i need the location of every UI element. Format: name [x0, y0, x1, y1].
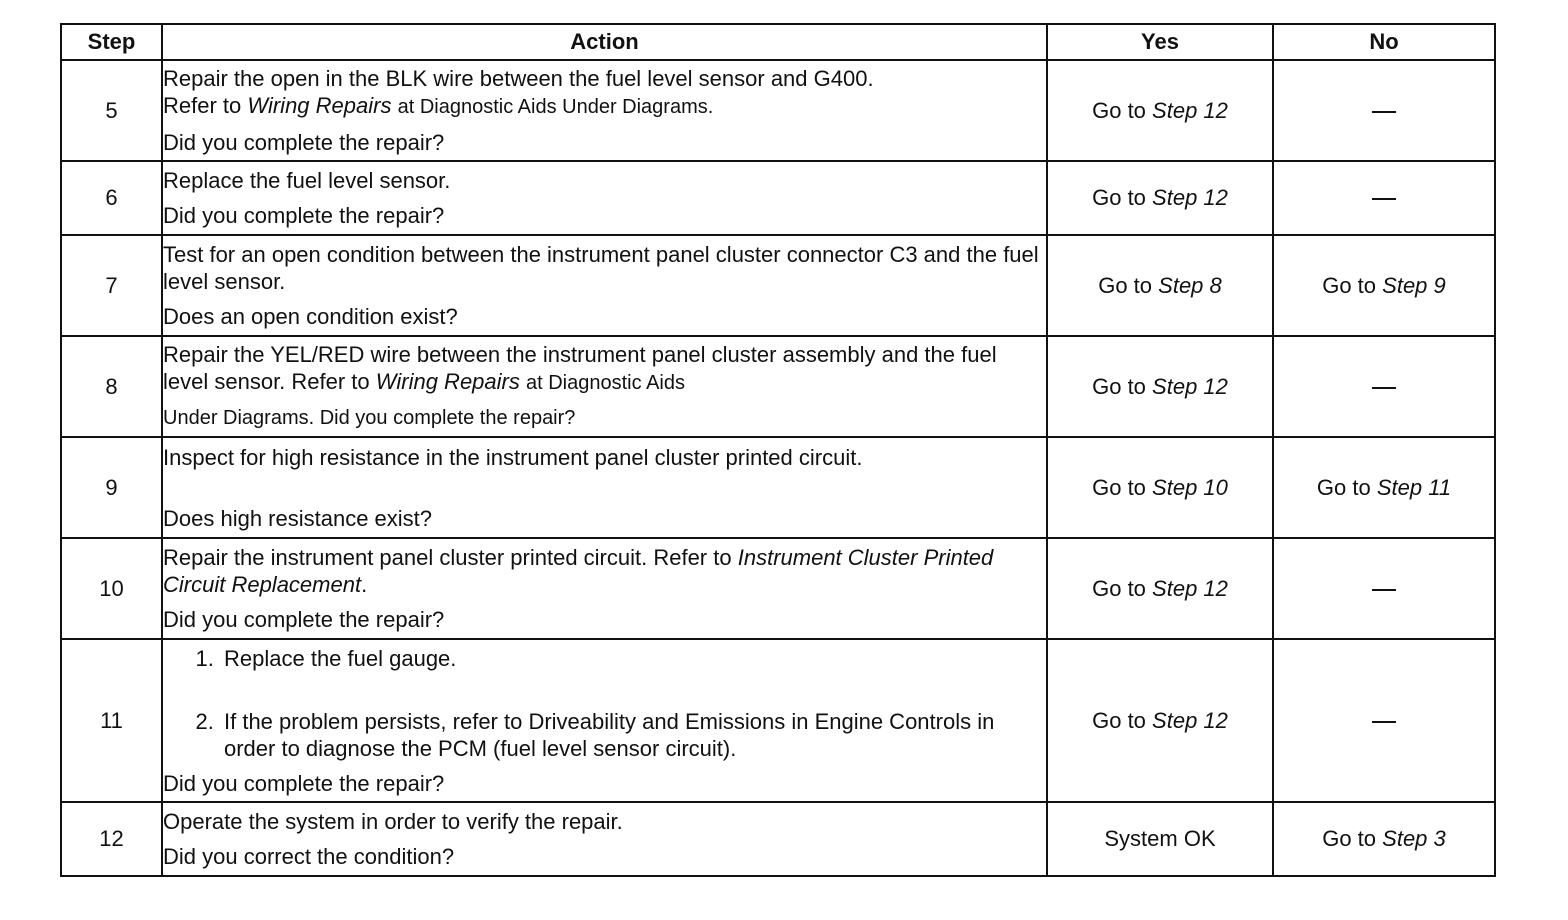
yes-cell: Go to Step 12 — [1047, 336, 1273, 437]
no-step-ref: Step 3 — [1382, 826, 1446, 851]
no-cell: Go to Step 9 — [1273, 235, 1495, 336]
question-text: Did you complete the repair? — [163, 203, 445, 228]
dash-icon — [1372, 589, 1396, 591]
table-row — [61, 60, 1495, 161]
no-cell — [1273, 538, 1495, 639]
question-text: Does an open condition exist? — [163, 304, 458, 329]
header-step: Step — [61, 24, 162, 60]
action-cell — [162, 235, 1047, 336]
action-cell — [162, 161, 1047, 235]
question-text: Did you complete the repair? — [163, 607, 445, 632]
table-row — [61, 437, 1495, 538]
header-yes: Yes — [1047, 24, 1273, 60]
action-cell — [162, 437, 1047, 538]
dash-icon — [1372, 198, 1396, 200]
action-cell — [162, 60, 1047, 161]
yes-step-ref: Step 12 — [1152, 373, 1228, 399]
question-text: Did you correct the condition? — [163, 844, 455, 869]
no-step-ref: Step 11 — [1376, 474, 1452, 500]
action-text: Repair the open in the BLK wire between the fuel level sensor and G400. Refer to Wiring Repairs at Diagnostic Aids Under Diagrams. — [163, 66, 874, 118]
yes-step-ref: Step 12 — [1152, 97, 1228, 123]
action-list — [163, 645, 1046, 762]
reference-link: Wiring Repairs — [247, 93, 392, 118]
yes-step-ref: Step 10 — [1152, 474, 1228, 500]
step-number: 5 — [61, 60, 162, 161]
yes-step-ref: Step 12 — [1152, 707, 1228, 733]
action-cell — [162, 802, 1047, 876]
question-text: Did you complete the repair? — [163, 770, 445, 796]
action-text: Repair the YEL/RED wire between the instrument panel cluster assembly and the fuel level sensor. Refer to Wiring Repairs at Diagnostic Aids — [163, 342, 997, 394]
yes-step-ref: Step 12 — [1152, 185, 1228, 210]
question-text: Does high resistance exist? — [163, 505, 433, 531]
no-cell: Go to Step 3 — [1273, 802, 1495, 876]
reference-link: Wiring Repairs — [375, 369, 520, 394]
step-number: 11 — [61, 639, 162, 802]
list-item: 1. Replace the fuel gauge. — [220, 645, 1046, 672]
yes-step-ref: Step 8 — [1158, 272, 1222, 298]
step-number: 7 — [61, 235, 162, 336]
header-no: No — [1273, 24, 1495, 60]
table-row — [61, 639, 1495, 802]
diagnostic-table — [60, 23, 1496, 877]
table-row — [61, 161, 1495, 235]
question-text: Under Diagrams. Did you complete the repair? — [163, 407, 576, 429]
no-cell — [1273, 60, 1495, 161]
yes-cell: Go to Step 12 — [1047, 538, 1273, 639]
yes-cell: Go to Step 12 — [1047, 161, 1273, 235]
dash-icon — [1372, 387, 1396, 389]
action-text: Test for an open condition between the instrument panel cluster connector C3 and the fuel level sensor. — [163, 242, 1039, 294]
table-row — [61, 538, 1495, 639]
action-text: Replace the fuel level sensor. — [163, 168, 451, 193]
action-text: Inspect for high resistance in the instrument panel cluster printed circuit. — [163, 444, 863, 470]
action-cell — [162, 639, 1047, 802]
step-number: 6 — [61, 161, 162, 235]
no-cell: Go to Step 11 — [1273, 437, 1495, 538]
yes-cell: Go to Step 12 — [1047, 639, 1273, 802]
yes-cell: Go to Step 8 — [1047, 235, 1273, 336]
step-number: 12 — [61, 802, 162, 876]
action-cell — [162, 538, 1047, 639]
step-number: 10 — [61, 538, 162, 639]
yes-cell: Go to Step 12 — [1047, 60, 1273, 161]
step-number: 8 — [61, 336, 162, 437]
action-text: Repair the instrument panel cluster printed circuit. Refer to Instrument Cluster Printed Circuit Replacement. — [163, 545, 994, 597]
dash-icon — [1372, 721, 1396, 723]
step-number: 9 — [61, 437, 162, 538]
list-item: 2. If the problem persists, refer to Driveability and Emissions in Engine Controls in order to diagnose the PCM (fuel level sensor circuit). — [220, 708, 1046, 762]
yes-cell: Go to Step 10 — [1047, 437, 1273, 538]
table-row — [61, 235, 1495, 336]
yes-step-ref: Step 12 — [1152, 575, 1228, 601]
action-text: Operate the system in order to verify the repair. — [163, 809, 623, 834]
header-row — [61, 24, 1495, 60]
no-cell — [1273, 161, 1495, 235]
dash-icon — [1372, 111, 1396, 113]
table-row — [61, 336, 1495, 437]
no-cell — [1273, 336, 1495, 437]
yes-cell: System OK — [1047, 802, 1273, 876]
reference-link: Instrument Cluster Printed Circuit Replacement — [163, 545, 994, 597]
action-cell — [162, 336, 1047, 437]
no-step-ref: Step 9 — [1382, 272, 1446, 298]
question-text: Did you complete the repair? — [163, 130, 445, 155]
header-action: Action — [162, 24, 1047, 60]
table-row — [61, 802, 1495, 876]
no-cell — [1273, 639, 1495, 802]
